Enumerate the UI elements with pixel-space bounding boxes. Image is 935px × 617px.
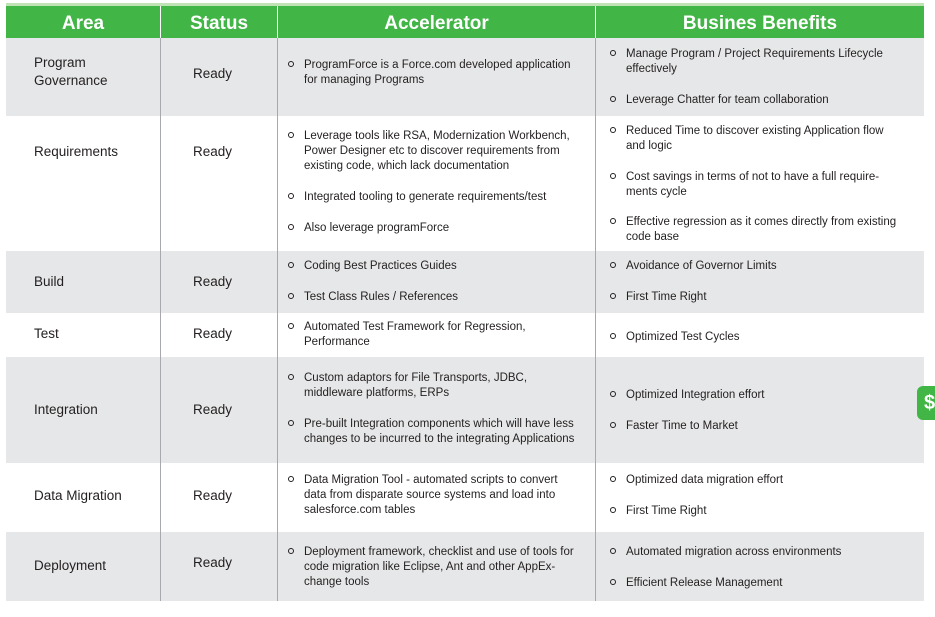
bullet-icon: [288, 548, 294, 554]
status-cell: Ready: [192, 555, 233, 570]
header-area: Area: [61, 13, 105, 34]
status-cell: Ready: [192, 144, 233, 159]
bullet-icon: [288, 132, 294, 138]
bullet-icon: [610, 262, 616, 268]
area-cell: Build: [34, 274, 65, 289]
header-status: Status: [189, 13, 249, 34]
column-divider: [595, 38, 596, 601]
bullet-icon: [610, 293, 616, 299]
status-cell: Ready: [192, 488, 233, 503]
column-divider: [160, 38, 161, 601]
bullet-icon: [610, 173, 616, 179]
status-cell: Ready: [192, 402, 233, 417]
bullet-icon: [288, 193, 294, 199]
bullet-icon: [610, 476, 616, 482]
status-cell: Ready: [192, 274, 233, 289]
table-row: [6, 251, 924, 313]
area-cell: Deployment: [34, 558, 107, 573]
bullet-icon: [610, 391, 616, 397]
area-cell: Data Migration: [34, 488, 122, 503]
bullet-icon: [610, 548, 616, 554]
area-cell: Test: [34, 326, 59, 341]
bullet-icon: [288, 224, 294, 230]
bullet-icon: [610, 579, 616, 585]
area-cell: Integration: [34, 402, 98, 417]
header-benefits: Busines Benefits: [682, 13, 838, 34]
area-cell: Requirements: [34, 144, 119, 159]
bullet-icon: [610, 50, 616, 56]
bullet-icon: [610, 218, 616, 224]
header-accelerator: Accelerator: [384, 13, 489, 34]
bullet-icon: [288, 61, 294, 67]
dollar-icon: $: [924, 392, 935, 414]
area-cell: Program Governance: [34, 55, 108, 88]
table-header: [6, 6, 924, 38]
bullet-icon: [610, 96, 616, 102]
bullet-icon: [610, 333, 616, 339]
bullet-icon: [610, 422, 616, 428]
status-cell: Ready: [192, 66, 233, 81]
bullet-icon: [610, 127, 616, 133]
status-cell: Ready: [192, 326, 233, 341]
bullet-icon: [288, 420, 294, 426]
bullet-icon: [610, 507, 616, 513]
bullet-icon: [288, 323, 294, 329]
bullet-icon: [288, 476, 294, 482]
side-tab[interactable]: [917, 386, 935, 420]
bullet-icon: [288, 262, 294, 268]
column-divider: [277, 38, 278, 601]
bullet-icon: [288, 374, 294, 380]
bullet-icon: [288, 293, 294, 299]
